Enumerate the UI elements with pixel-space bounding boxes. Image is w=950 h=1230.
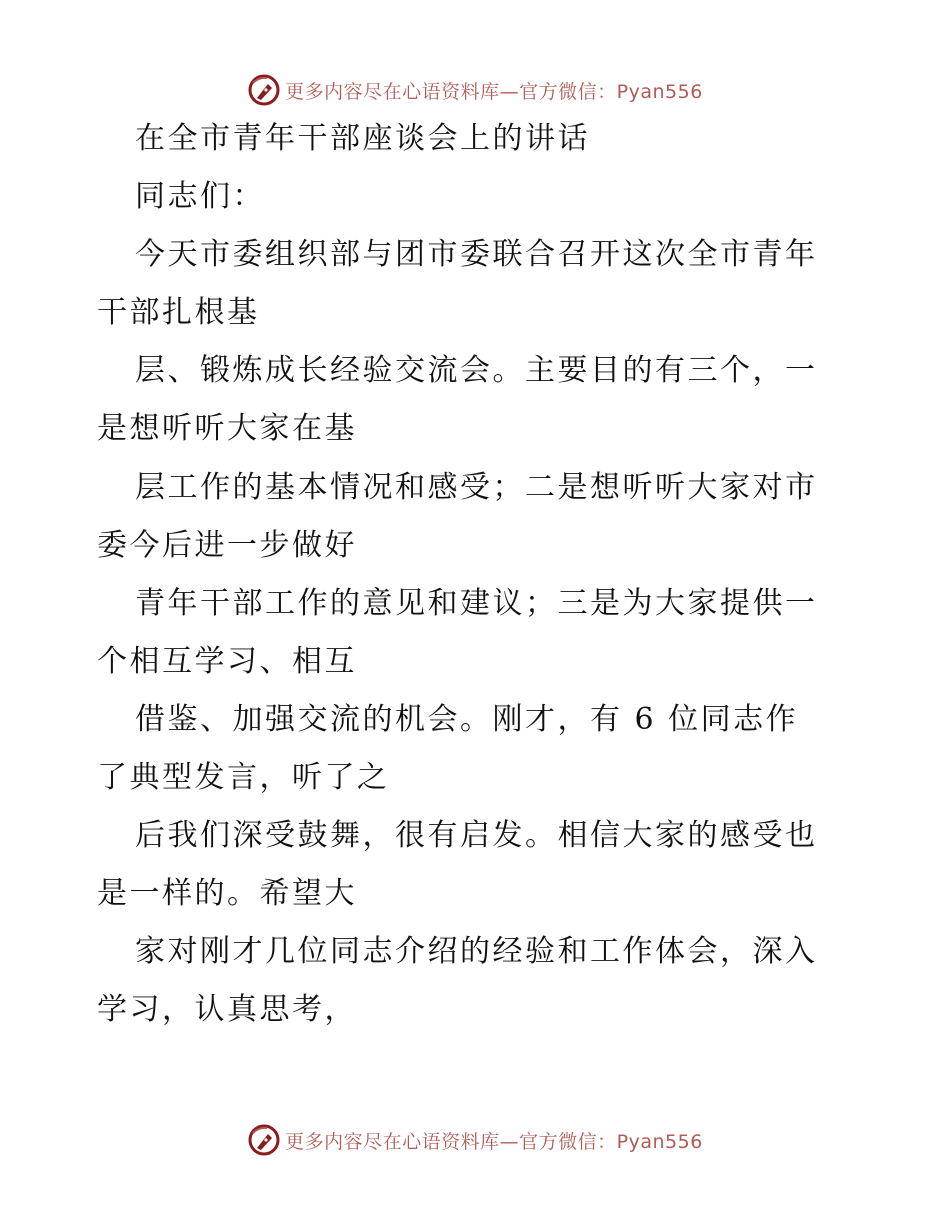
text-line: 学习，认真思考， — [97, 992, 357, 1028]
pen-nib-logo-icon — [247, 73, 281, 107]
text-line: 同志们： — [135, 179, 265, 215]
footer-banner — [0, 1120, 950, 1160]
banner-dash: — — [499, 1130, 520, 1153]
text-line: 后我们深受鼓舞，很有启发。相信大家的感受也 — [135, 818, 818, 854]
text-line: 委今后进一步做好 — [97, 527, 357, 563]
text-line: 借鉴、加强交流的机会。刚才，有 6 位同志作 — [135, 701, 799, 737]
banner-wechat: 官方微信：Pyan556 — [519, 1130, 703, 1153]
text-line: 是一样的。希望大 — [97, 876, 357, 912]
text-line: 了典型发言，听了之 — [97, 760, 390, 796]
document-body — [97, 121, 867, 1028]
text-line: 层、锻炼成长经验交流会。主要目的有三个，一 — [135, 353, 818, 389]
text-line: 家对刚才几位同志介绍的经验和工作体会，深入 — [135, 934, 818, 970]
text-line: 在全市青年干部座谈会上的讲话 — [135, 121, 590, 156]
text-line: 青年干部工作的意见和建议；三是为大家提供一 — [135, 585, 818, 621]
banner-label — [285, 1127, 703, 1154]
pen-nib-logo-icon — [247, 1123, 281, 1157]
text-line: 个相互学习、相互 — [97, 643, 357, 679]
banner-label — [285, 77, 703, 104]
banner-wechat: 官方微信：Pyan556 — [519, 80, 703, 103]
text-line: 层工作的基本情况和感受；二是想听听大家对市 — [135, 469, 818, 505]
banner-site-name: 更多内容尽在心语资料库 — [285, 80, 500, 103]
banner-dash: — — [499, 80, 520, 103]
header-banner — [0, 70, 950, 110]
banner-site-name: 更多内容尽在心语资料库 — [285, 1130, 500, 1153]
text-line: 干部扎根基 — [97, 295, 260, 331]
text-line: 是想听听大家在基 — [97, 411, 357, 447]
text-line: 今天市委组织部与团市委联合召开这次全市青年 — [135, 237, 818, 273]
